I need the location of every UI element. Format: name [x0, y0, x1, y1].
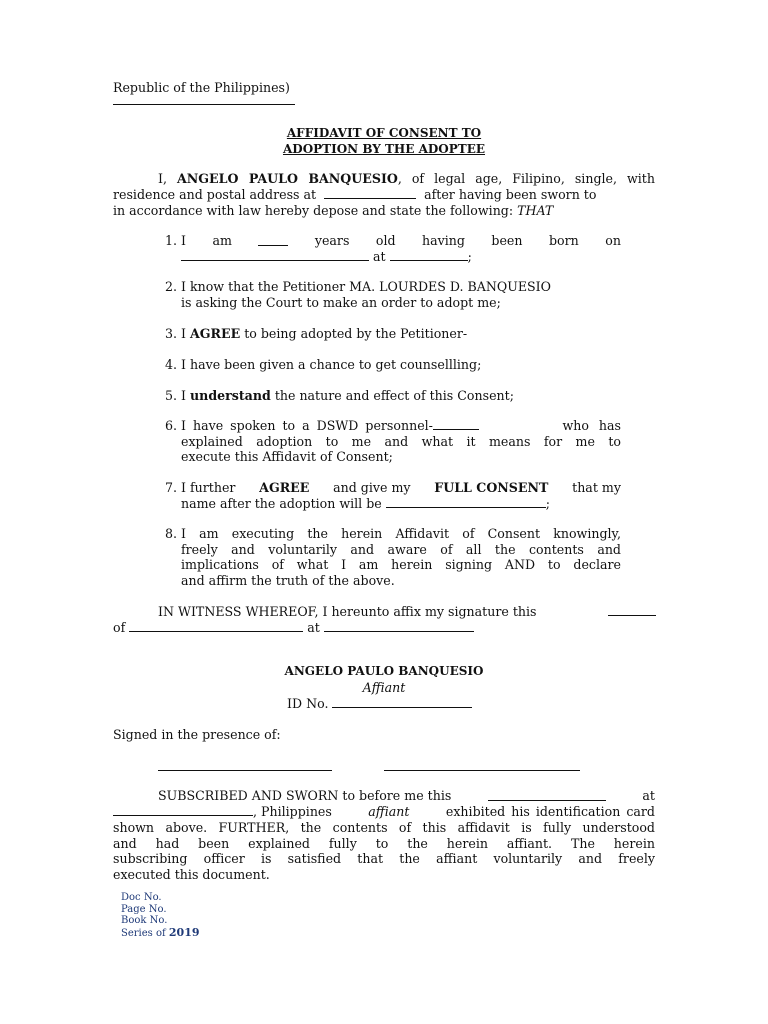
item-8-line-4: and affirm the truth of the above.: [181, 572, 395, 588]
list-item-4: [155, 357, 621, 373]
item-3-text: [181, 326, 621, 342]
list-item-5: [155, 388, 621, 404]
jurat-line-1: [158, 788, 655, 804]
intro-line-1: [113, 171, 655, 187]
item-6-text: [181, 418, 621, 465]
item-7-line-2: [181, 496, 621, 512]
item-5-w1: I: [181, 388, 186, 403]
item-1-end: ;: [467, 249, 472, 264]
jurat-sworn: SUBSCRIBED AND SWORN to before me this: [158, 788, 452, 803]
intro-lead: I,: [158, 171, 167, 186]
witness-at: at: [307, 620, 320, 635]
birth-place-blank[interactable]: [390, 249, 468, 261]
birth-date-blank[interactable]: [181, 249, 369, 261]
item-5-number: 5.: [164, 388, 177, 403]
jurat-line-3: shown above. FURTHER, the contents of this affidavit is fully understood: [113, 820, 655, 835]
jurat-philippines: , Philippines: [253, 804, 332, 819]
item-7-w1: I further: [181, 480, 236, 495]
jurat-rest: [113, 820, 655, 882]
affiant-signature-name: ANGELO PAULO BANQUESIO: [284, 664, 484, 678]
item-8-line-2: freely and voluntarily and aware of all the contents and: [181, 541, 621, 557]
venue-underline: [113, 104, 295, 105]
item-8-line-1: I am executing the herein Affidavit of Consent knowingly,: [181, 526, 621, 541]
item-4-number: 4.: [164, 357, 177, 372]
list-item-2: [155, 279, 621, 311]
title-line-1: AFFIDAVIT OF CONSENT TO: [286, 126, 482, 140]
series-year: 2019: [168, 925, 200, 939]
intro-line-2: [113, 187, 655, 203]
title-line-2: ADOPTION BY THE ADOPTEE: [282, 141, 486, 156]
jurat-line-6: executed this document.: [113, 866, 270, 882]
intro-that: THAT: [517, 203, 554, 218]
intro-depose: in accordance with law hereby depose and state the following:: [113, 203, 514, 218]
item-6-line-3: execute this Affidavit of Consent;: [181, 449, 393, 464]
item-6-line-2: explained adoption to me and what it means for me to: [181, 433, 621, 449]
item-1-w7: born: [548, 233, 579, 248]
id-label: ID No.: [287, 696, 329, 711]
jurat-date-blank[interactable]: [488, 789, 606, 801]
jurat-line-4: and had been explained fully to the herein affiant. The herein: [113, 835, 655, 851]
item-2-number: 2.: [164, 279, 177, 294]
item-8-number: 8.: [164, 526, 177, 541]
item-7-name-label: name after the adoption will be: [181, 495, 382, 511]
jurat-line-2: [113, 804, 655, 820]
series-label: Series of: [121, 927, 166, 939]
item-5-understand: understand: [190, 388, 271, 403]
list-item-7: [155, 480, 621, 512]
id-number-line: [287, 696, 472, 712]
item-7-full-consent: FULL CONSENT: [434, 480, 549, 495]
item-3-agree: AGREE: [190, 326, 241, 341]
item-7-number: 7.: [164, 480, 177, 495]
page-no: Page No.: [121, 903, 167, 915]
venue-header: Republic of the Philippines): [113, 80, 290, 95]
affiant-name-inline: ANGELO PAULO BANQUESIO: [177, 171, 398, 186]
item-7-w2: and give my: [333, 480, 411, 495]
list-item-6: [155, 418, 621, 466]
item-4-text: I have been given a chance to get counsellling;: [181, 357, 482, 372]
witness-day-blank[interactable]: [608, 604, 656, 616]
age-blank[interactable]: [258, 234, 288, 246]
item-1-line-1: [181, 233, 621, 249]
item-5-text: [181, 388, 621, 404]
item-1-w3: years: [314, 233, 350, 248]
item-5-rest: the nature and effect of this Consent;: [274, 388, 514, 403]
item-2-text: [181, 279, 621, 310]
witness-of: of: [113, 620, 126, 635]
item-7-end: ;: [545, 495, 550, 511]
book-no: Book No.: [121, 915, 168, 926]
intro-sworn: after having been sworn to: [424, 187, 597, 202]
witness-month-blank[interactable]: [129, 620, 303, 632]
item-6-number: 6.: [164, 418, 177, 433]
witness-text: IN WITNESS WHEREOF, I hereunto affix my signature this: [158, 604, 537, 619]
item-7-text: [181, 480, 621, 511]
item-1-w8: on: [605, 233, 621, 248]
intro-rest: , of legal age, Filipino, single, with: [397, 171, 655, 186]
item-6-line-1a: [181, 418, 479, 434]
item-6-line-1: [181, 418, 621, 434]
list-item-8: [155, 526, 621, 590]
address-blank[interactable]: [324, 187, 416, 199]
jurat-exhibited: exhibited his identification card: [445, 804, 655, 819]
witness-signature-line-1[interactable]: [158, 770, 332, 771]
item-7-line-1: [181, 480, 621, 496]
item-1-number: 1.: [164, 233, 177, 248]
series-line: [121, 927, 200, 940]
item-1-w1: I: [181, 233, 186, 248]
item-3-rest: to being adopted by the Petitioner-: [244, 326, 468, 341]
item-3-number: 3.: [164, 326, 177, 341]
list-item-3: [155, 326, 621, 342]
dswd-label: I have spoken to a DSWD personnel-: [181, 418, 433, 433]
item-1-w5: having: [422, 233, 465, 248]
item-1-w2: am: [212, 233, 232, 248]
item-2-line-1: I know that the Petitioner MA. LOURDES D. BANQUESIO: [181, 279, 551, 294]
doc-no: Doc No.: [121, 892, 162, 903]
notarial-register: [121, 892, 200, 939]
item-1-line-2: [181, 249, 621, 265]
jurat-affiant: affiant: [368, 804, 410, 819]
list-item-1: [155, 233, 621, 265]
item-8-text: [181, 526, 621, 588]
item-7-agree: AGREE: [259, 480, 310, 495]
document-title: [0, 126, 768, 157]
item-8-line-3: implications of what I am herein signing AND to declare: [181, 557, 621, 572]
jurat-at: at: [642, 788, 655, 803]
witness-place-blank[interactable]: [324, 620, 474, 632]
jurat-place-blank[interactable]: [113, 804, 253, 816]
item-6-who-has: who has: [562, 418, 621, 433]
intro-line-3: [113, 203, 655, 219]
item-1-at: at: [373, 249, 386, 264]
dswd-personnel-blank[interactable]: [433, 418, 479, 430]
witness-signature-line-2[interactable]: [384, 770, 580, 771]
witness-line-1: [158, 604, 656, 620]
id-number-blank[interactable]: [332, 696, 472, 708]
item-7-w3: that my: [572, 480, 621, 495]
item-1-w6: been: [491, 233, 523, 248]
presence-label: Signed in the presence of:: [113, 727, 281, 742]
jurat-place-group: [113, 804, 332, 820]
address-label: residence and postal address at: [113, 187, 317, 202]
item-2-line-2: is asking the Court to make an order to adopt me;: [181, 294, 501, 310]
jurat-line-5: subscribing officer is satisfied that the affiant voluntarily and freely: [113, 851, 655, 866]
signature-block: [0, 664, 768, 695]
item-1-w4: old: [375, 233, 396, 248]
witness-line-2: [113, 620, 474, 636]
item-3-w1: I: [181, 326, 186, 341]
new-name-blank[interactable]: [386, 496, 546, 508]
affiant-role: Affiant: [362, 679, 406, 695]
